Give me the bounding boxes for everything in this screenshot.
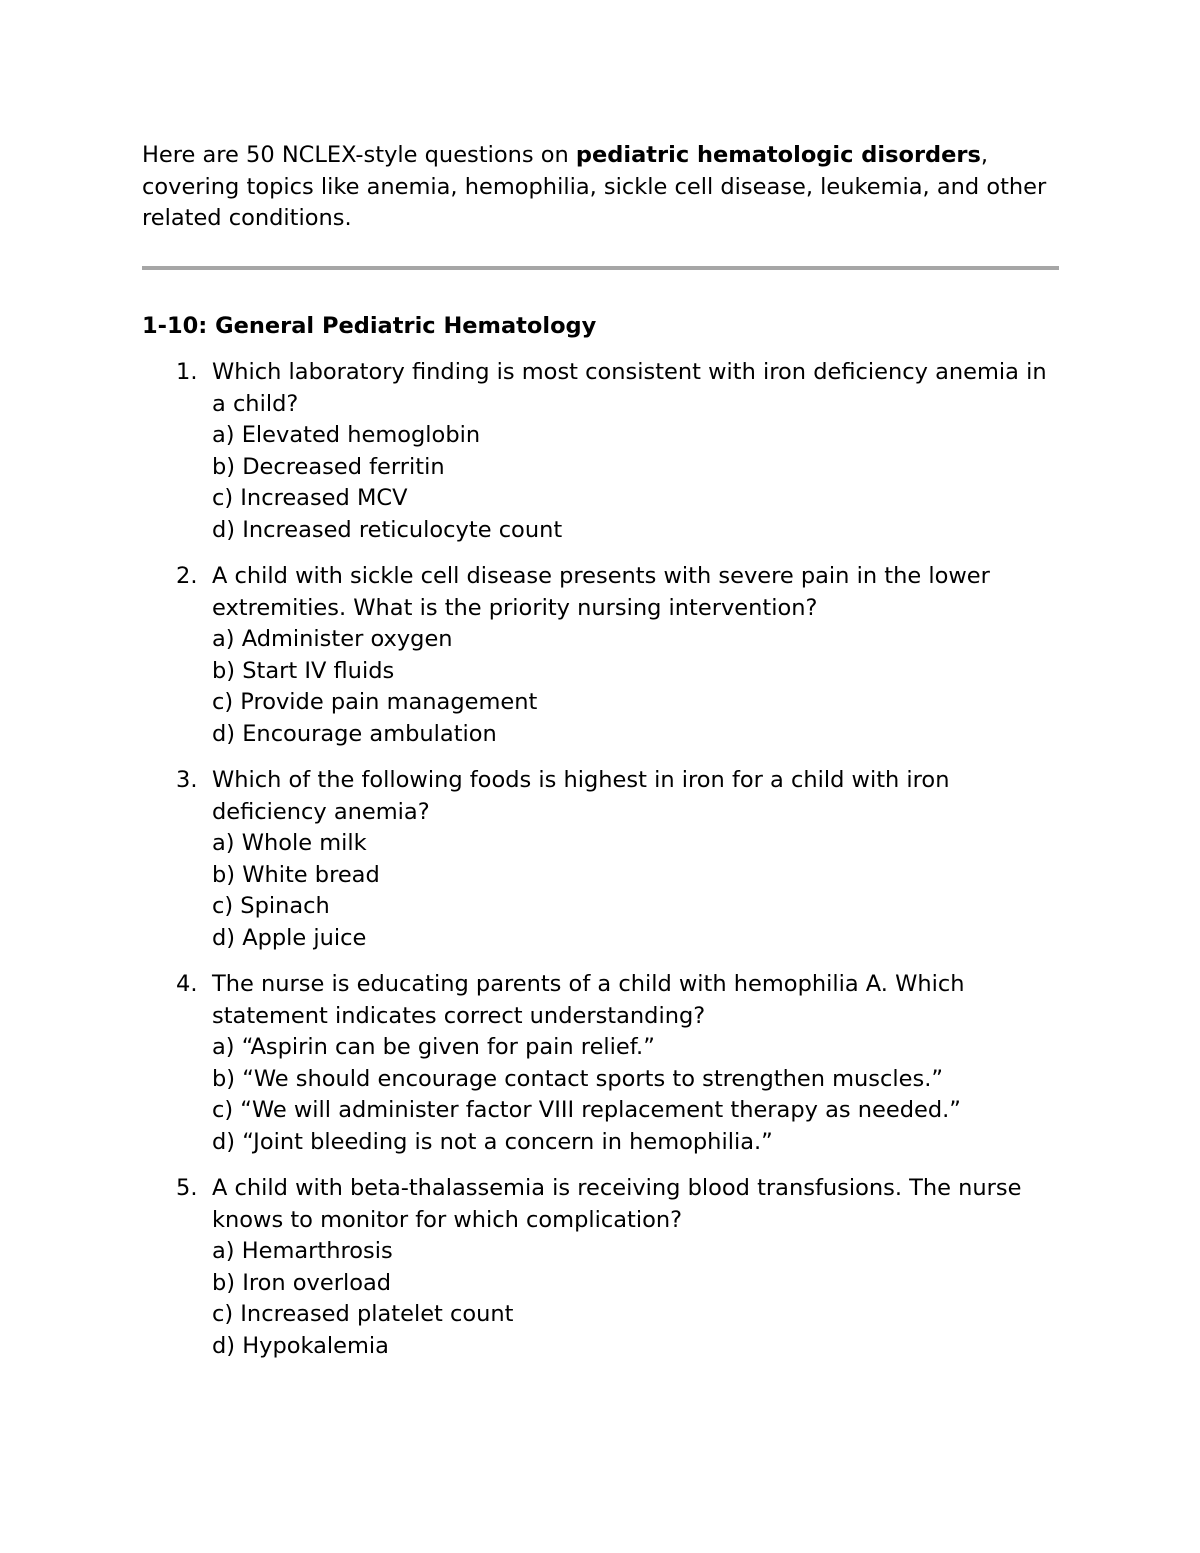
question-number: 4. [176,971,198,997]
answer-option: c) “We will administer factor VIII replacement therapy as needed.” [212,1097,961,1123]
document-page [142,140,1062,1377]
answer-option: a) Elevated hemoglobin [212,422,481,448]
question-number: 3. [176,767,198,793]
answer-option: d) Increased reticulocyte count [212,516,563,543]
question-list [142,357,1062,1362]
question-number: 1. [176,359,198,385]
question-item [142,969,1062,1158]
question-item [142,1173,1062,1362]
answer-option: d) “Joint bleeding is not a concern in hemophilia.” [212,1128,773,1155]
question-item [142,357,1062,546]
answer-option: a) Administer oxygen [212,626,453,652]
intro-paragraph [142,140,1062,235]
intro-text-start: Here are 50 NCLEX-style questions on [142,142,576,168]
section-heading: 1-10: General Pediatric Hematology [142,312,597,339]
answer-option: c) Provide pain management [212,689,538,715]
answer-option: d) Hypokalemia [212,1332,389,1359]
answer-option: c) Increased platelet count [212,1301,514,1327]
answer-option: c) Increased MCV [212,485,408,511]
answer-option: b) “We should encourage contact sports to strengthen muscles.” [212,1065,944,1092]
answer-option: a) Hemarthrosis [212,1238,393,1264]
answer-option: d) Apple juice [212,924,367,951]
answer-option: b) Iron overload [212,1269,392,1296]
answer-option: b) White bread [212,861,380,888]
answer-option: b) Start IV fluids [212,657,395,684]
question-item [142,765,1062,954]
horizontal-divider [142,266,1059,270]
question-item [142,561,1062,750]
answer-option: b) Decreased ferritin [212,453,445,480]
question-text: The nurse is educating parents of a child with hemophilia A. Which statement indicates correct understanding? [212,971,965,1029]
intro-bold-topic: pediatric hematologic disorders [575,142,981,168]
answer-option: d) Encourage ambulation [212,720,497,747]
question-text: Which of the following foods is highest in iron for a child with iron deficiency anemia? [212,767,950,825]
question-number: 2. [176,563,198,589]
question-text: Which laboratory finding is most consistent with iron deficiency anemia in a child? [212,359,1047,417]
question-number: 5. [176,1175,198,1201]
answer-option: c) Spinach [212,893,330,919]
question-text: A child with sickle cell disease presents with severe pain in the lower extremities. What is the priority nursing intervention? [212,563,990,621]
question-text: A child with beta-thalassemia is receiving blood transfusions. The nurse knows to monitor for which complication? [212,1175,1022,1233]
answer-option: a) “Aspirin can be given for pain relief.” [212,1034,655,1060]
intro-text-end: , covering topics like anemia, hemophilia, sickle cell disease, leukemia, and other related conditions. [142,142,1047,231]
answer-option: a) Whole milk [212,830,367,856]
